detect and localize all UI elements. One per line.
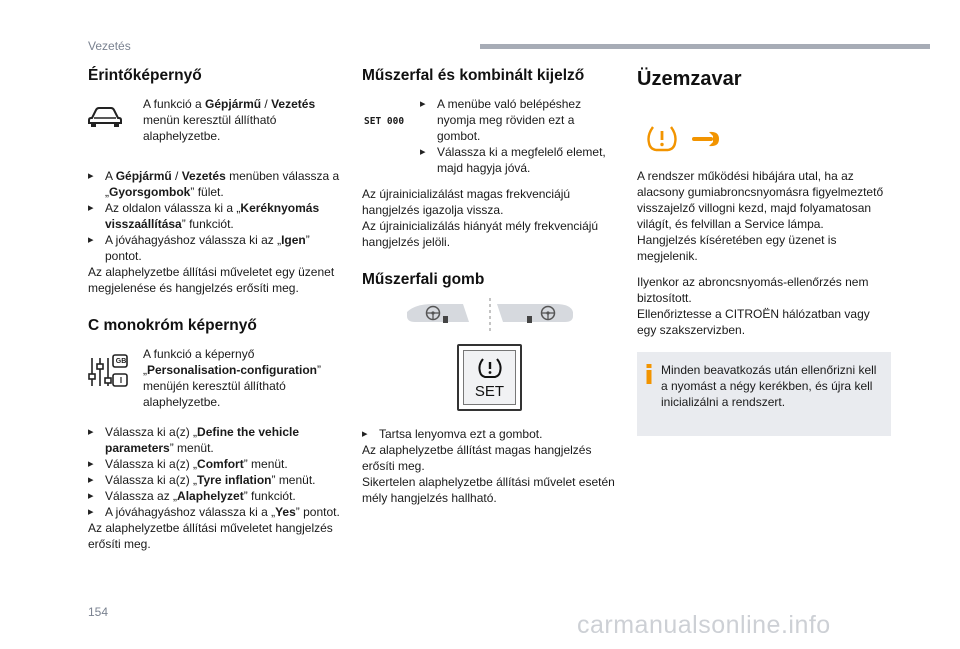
set-button-instructions [362,426,618,506]
column-touchscreen [88,66,340,552]
touchscreen-intro [88,96,340,158]
list-item: ▸ Válassza az „Alaphelyzet” funkciót. [88,489,296,503]
dashboard-illustration [405,296,575,336]
set-menu-block [362,96,618,174]
bullet-icon: ▸ [88,458,94,470]
paragraph: Az újrainicializálást magas frekvenciájú hangjelzés igazolja vissza. [362,187,571,217]
bullet-icon: ▸ [88,506,94,518]
set-button[interactable] [463,350,516,405]
list-item: ▸ Az oldalon válassza ki a „Keréknyomás visszaállítása” funkciót. [88,201,320,231]
gb-label: GB [115,358,127,365]
bullet-icon: ▸ [88,490,94,502]
result-text: Az alaphelyzetbe állítási műveletet egy üzenet megjelenése és hangjelzés erősíti meg. [88,265,335,295]
set-button-label: SET [474,383,505,400]
paragraph: Az alaphelyzetbe állítást magas hangjelzés erősíti meg. [362,443,592,473]
list-item: ▸ A jóváhagyáshoz válassza ki az „Igen” pontot. [88,233,310,263]
list-item: ▸ Válassza ki a(z) „Define the vehicle parameters” menüt. [88,425,300,455]
page-number: 154 [88,605,109,619]
bullet-icon: ▸ [88,170,94,182]
running-head: Vezetés [88,39,131,53]
settings-panel-icon [88,352,128,394]
column-malfunction [637,66,891,92]
info-icon [646,364,652,384]
car-icon [88,106,122,132]
bullet-icon: ▸ [362,428,368,440]
heading-touchscreen: Érintőképernyő [88,67,202,84]
steering-wheel-icon [540,305,556,325]
paragraph: Az újrainicializálás hiányát mély frekvenciájú hangjelzés jelöli. [362,219,599,249]
info-note [637,352,891,436]
list-item: ▸ Válassza ki a(z) „Comfort” menüt. [88,457,288,471]
heading-dashboard-button: Műszerfali gomb [362,271,485,288]
set-display-readout: SET 000 [364,116,405,127]
bullet-icon: ▸ [88,474,94,486]
paragraph: Hangjelzés kíséretében egy üzenet is megjelenik. [637,233,837,263]
heading-monochrome: C monokróm képernyő [88,317,257,334]
wrench-icon [691,128,721,154]
tyre-pressure-warning-icon [476,356,504,384]
paragraph: Sikertelen alaphelyzetbe állítási művelet esetén mély hangjelzés hallható. [362,475,615,505]
i-label: I [119,376,123,385]
heading-malfunction: Üzemzavar [637,68,742,90]
malfunction-text [637,168,891,338]
bullet-icon: ▸ [88,234,94,246]
paragraph: A rendszer működési hibájára utal, ha az alacsony gumiabroncsnyomásra figyelmeztető visszajelző villogni kezd, majd folyamatosan világít, és felvillan a Service lámpa. [637,169,884,231]
bullet-icon: ▸ [420,146,426,158]
steering-wheel-icon [425,305,441,325]
info-note-text: Minden beavatkozás után ellenőrizni kell a nyomást a négy kerékben, és újra kell inicializálni a rendszert. [661,363,877,409]
heading-instrument-panel: Műszerfal és kombinált kijelző [362,67,585,84]
header-rule [480,44,930,49]
list-item: ▸ A Gépjármű / Vezetés menüben válassza a „Gyorsgombok” fület. [88,169,340,199]
touchscreen-intro-text: A funkció a Gépjármű / Vezetés menün keresztül állítható alaphelyzetbe. [143,97,316,143]
warning-lamps [645,124,725,154]
list-item: ▸ Válassza ki a megfelelő elemet, majd hagyja jóvá. [420,145,606,175]
column-instrument-panel [362,66,618,290]
bullet-icon: ▸ [88,202,94,214]
bullet-icon: ▸ [420,98,426,110]
paragraph: Ellenőriztesse a CITROËN hálózatban vagy egy szakszervizben. [637,307,870,337]
list-item: ▸ A menübe való belépéshez nyomja meg röviden ezt a gombot. [420,97,582,143]
list-item: ▸ Tartsa lenyomva ezt a gombot. [362,427,543,441]
tyre-pressure-warning-icon [645,124,679,158]
list-item: ▸ Válassza ki a(z) „Tyre inflation” menüt. [88,473,316,487]
result-text: Az alaphelyzetbe állítási műveletet hangjelzés erősíti meg. [88,521,333,551]
monochrome-intro-text: A funkció a képernyő „Personalisation-configuration” menüjén keresztül állítható alaphelyzetbe. [143,347,322,409]
bullet-icon: ▸ [88,426,94,438]
paragraph: Ilyenkor az abroncsnyomás-ellenőrzés nem biztosított. [637,275,869,305]
watermark: carmanualsonline.info [577,611,831,639]
button-location-marker [443,316,448,323]
button-location-marker [527,316,532,323]
monochrome-intro [88,346,340,414]
set-button-closeup [457,344,522,411]
list-item: ▸ A jóváhagyáshoz válassza ki a „Yes” pontot. [88,505,340,519]
